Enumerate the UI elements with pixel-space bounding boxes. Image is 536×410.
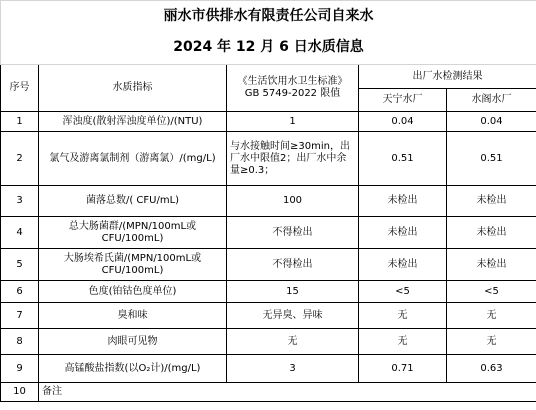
row-plant-b: 未检出 [447,186,536,217]
row-indicator: 大肠埃希氏菌/(MPN/100mL或CFU/100mL) [39,249,227,281]
table-row [1,281,536,303]
row-plant-b: 0.51 [447,132,536,186]
header-seq: 序号 [1,65,39,112]
page-title: 丽水市供排水有限责任公司自来水 [1,1,536,31]
table-row [1,355,536,383]
row-no: 2 [1,132,39,186]
row-plant-b: 无 [447,303,536,329]
table-row [1,249,536,281]
header-indicator: 水质指标 [39,65,227,112]
row-indicator: 色度(铂钴色度单位) [39,281,227,303]
table-row [1,303,536,329]
row-no: 3 [1,186,39,217]
row-plant-b: 无 [447,329,536,355]
table-row [1,112,536,132]
row-limit: 不得检出 [227,249,359,281]
header-plant-a: 天宁水厂 [359,89,447,112]
row-indicator: 菌落总数/( CFU/mL) [39,186,227,217]
row-plant-a: 无 [359,329,447,355]
row-no: 8 [1,329,39,355]
page-subtitle: 2024 年 12 月 6 日水质信息 [1,31,536,65]
header-standard-line2: GB 5749-2022 限值 [244,88,341,99]
row-plant-a: <5 [359,281,447,303]
row-plant-b: 未检出 [447,217,536,249]
row-limit: 100 [227,186,359,217]
row-limit: 无异臭、异味 [227,303,359,329]
subtitle-row [1,31,536,65]
row-indicator: 浑浊度(散射浑浊度单位)/(NTU) [39,112,227,132]
row-limit: 无 [227,329,359,355]
row-plant-b: 未检出 [447,249,536,281]
row-limit: 与水接触时间≥30min，出厂水中限值2；出厂水中余量≥0.3； [227,132,359,186]
row-limit: 1 [227,112,359,132]
remarks-label: 备注 [39,383,536,402]
row-plant-b: 0.04 [447,112,536,132]
row-plant-a: 0.51 [359,132,447,186]
header-standard [227,65,359,112]
row-plant-a: 未检出 [359,217,447,249]
row-no: 10 [1,383,39,402]
row-indicator: 肉眼可见物 [39,329,227,355]
row-no: 1 [1,112,39,132]
row-no: 5 [1,249,39,281]
row-no: 4 [1,217,39,249]
row-no: 7 [1,303,39,329]
row-plant-a: 0.71 [359,355,447,383]
table-row [1,217,536,249]
row-indicator: 总大肠菌群/(MPN/100mL或CFU/100mL) [39,217,227,249]
row-no: 9 [1,355,39,383]
row-limit: 不得检出 [227,217,359,249]
row-plant-b: 0.63 [447,355,536,383]
table-row [1,186,536,217]
table-row-remarks [1,383,536,402]
row-plant-a: 0.04 [359,112,447,132]
title-row [1,1,536,31]
row-indicator: 氯气及游离氯制剂（游离氯）/(mg/L) [39,132,227,186]
row-no: 6 [1,281,39,303]
header-plant-b: 水阁水厂 [447,89,536,112]
row-limit: 15 [227,281,359,303]
header-standard-line1: 《生活饮用水卫生标准》 [237,76,348,87]
table-row [1,329,536,355]
row-plant-a: 无 [359,303,447,329]
header-row-1 [1,65,536,89]
table-row [1,132,536,186]
row-indicator: 臭和味 [39,303,227,329]
row-plant-b: <5 [447,281,536,303]
row-limit: 3 [227,355,359,383]
row-indicator: 高锰酸盐指数(以O₂计)/(mg/L) [39,355,227,383]
header-result-group: 出厂水检测结果 [359,65,536,89]
row-plant-a: 未检出 [359,186,447,217]
row-plant-a: 未检出 [359,249,447,281]
